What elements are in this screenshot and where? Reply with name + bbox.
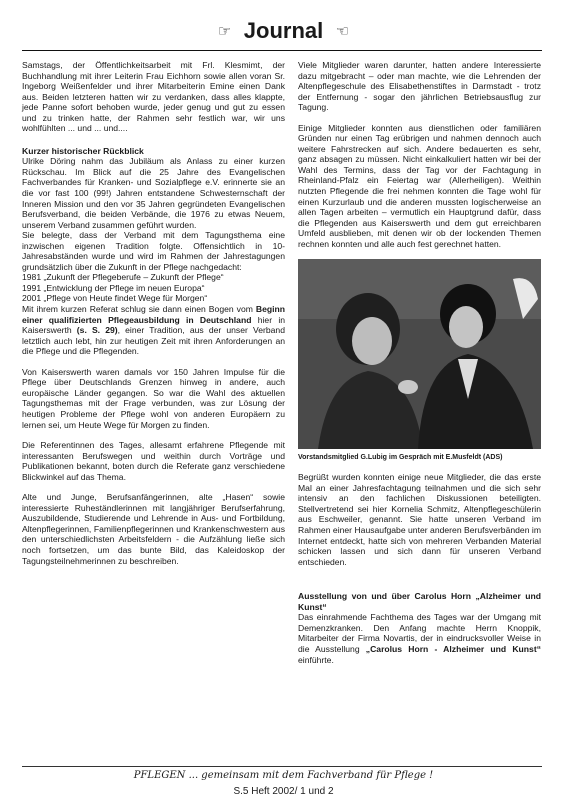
footer-rule xyxy=(22,766,542,767)
paragraph: Samstags, der Öffentlichkeitsarbeit mit Frl. Klesmimt, der Buchhandlung mit ihrer Leiterin Frau Eichhorn sowie allen voran Sr. Ingeborg Weißenfelder und ihrer Mitarbeiterin Emine einen Dank aus. Beiden letzteren hatten wir zu verdanken, dass alles klappte, jede Panne sofort behoben wurde, jeder genug und gut zu essen und zu trinken hatte, der Rahmen sehr festlich war, wir uns wohlfühlten ... und ... und.... xyxy=(22,60,285,134)
section-heading: Kurzer historischer Rückblick xyxy=(22,145,144,156)
list-item: 2001 „Pflege von Heute findet Wege für Morgen“ xyxy=(22,293,208,304)
paragraph: Das einrahmende Fachthema des Tages war der Umgang mit Demenzkranken. Den Anfang machte Herrn Knoppik, Mitarbeiter der Firma Novartis, der in eindrucksvoller Weise in die Ausstellung „Carolus Horn - Alzheimer und Kunst“ einführte. xyxy=(298,612,541,665)
conversation-photo xyxy=(298,259,541,449)
photo-caption: Vorstandsmitglied G.Lubig im Gespräch mit E.Musfeldt (ADS) xyxy=(298,454,503,462)
pointing-hand-icon: ☞ xyxy=(217,22,232,40)
list-item: 1981 „Zukunft der Pflegeberufe – Zukunft der Pflege“ xyxy=(22,272,224,283)
paragraph: Viele Mitglieder waren darunter, hatten andere Interessierte dazu mitgebracht – oder man machte, wie die Lehrenden der Altenpflegeschule des Elisabethenstiftes in Darmstadt - trotz der Entfernung - sogar den jährlichen Betriebsausflug zur Tagung. xyxy=(298,60,541,113)
page-title: Journal xyxy=(243,18,324,43)
page-header xyxy=(0,18,567,48)
paragraph: Alte und Junge, Berufsanfängerinnen, alte „Hasen“ sowie interessierte Ruheständlerinnen mit langjähriger Berufserfahrung, Auszubildende, Studierende und Lehrende in Aus- und Fortbildung, Altenpflegerinnen, Familienpflegerinnen und Krankenschwestern aus den unterschiedlichsten Arbeitsfeldern - die Aufzählung ließe sich noch fortsetzen, um das bunte Bild, das Kaleidoskop der Tagungsteilnehmerinnen zu beschreiben. xyxy=(22,492,285,566)
right-column xyxy=(298,60,541,675)
section-heading: Ausstellung von und über Carolus Horn „Alzheimer und Kunst“ xyxy=(298,591,541,612)
pointing-hand-icon: ☜ xyxy=(335,22,350,40)
paragraph: Einige Mitglieder konnten aus dienstlichen oder familiären Gründen nur einen Tag erübrigen und nahmen dennoch auch weitere Fahrstrecken auf sich. Andere bedauerten es sehr, ganz absagen zu müssen. Nicht einkalkuliert hatten wir bei der Wahl des Termins, dass der Tag vor der Fachtagung in Rheinland-Pfalz ein Feiertag war (Allerheiligen). Weithin nutzten Pflegende die frei nehmen konnten die Tage wohl für einen Kurzurlaub und die anderen mussten logischerweise an allen Tagen arbeiten – vermutlich ein Hauptgrund dafür, dass die Pflegenden aus Kaiserswerth und dem gut erreichbaren Umfeld ausblieben, mit denen wir ob der lockenden Themen rechnen konnten und alle auch fest gerechnet hatten. xyxy=(298,122,541,249)
paragraph: Begrüßt wurden konnten einige neue Mitglieder, die das erste Mal an einer Jahresfachtagung teilnahmen und die sich sehr intensiv an den fachlichen Diskussionen beteiligten. Stellvertretend sei hier Kornelia Schmitz, Altenpflegeschülerin aus Eschweiler, genannt. Sie hatte unseren Verband im Rahmen einer Hausaufgabe unter anderen Berufsverbänden im Internet entdeckt, hatte sich von mehreren Verbanden Material schicken lassen und sich dann für unseren Verband entschieden. xyxy=(298,472,541,567)
paragraph: Ulrike Döring nahm das Jubiläum als Anlass zu einer kurzen Rückschau. Im Blick auf die 25 Jahre des Evangelischen Fachverbandes für Kranken- und Sozialpflege e.V. erinnerte sie an die vor fast 100 (99!) Jahren entstandene Schwesternschaft der Inneren Mission und den vor 35 Jahren gegründeten Evangelischen Berufsverband, die beiden Verbände, die 1976 zu etwas Neuem, unserem Verband zusammen geführt wurden. xyxy=(22,156,285,230)
page-number: S.5 Heft 2002/ 1 und 2 xyxy=(233,786,334,797)
footer-tagline: PFLEGEN ... gemeinsam mit dem Fachverband für Pflege ! xyxy=(133,770,434,781)
paragraph: Mit ihrem kurzen Referat schlug sie dann einen Bogen vom Beginn einer qualifizierten Pflegeausbildung in Deutschland hier in Kaiserswerth (s. S. 29), einer Tradition, aus der unser Verband letztlich auch lebt, hin zur heutigen Zeit mit ihren Anforderungen an die Pflege und die Pflegenden. xyxy=(22,304,286,357)
header-rule xyxy=(22,50,542,51)
list-item: 1991 „Entwicklung der Pflege im neuen Europa“ xyxy=(22,282,205,293)
paragraph: Sie belegte, dass der Verband mit dem Tagungsthema eine inzwischen eigenen Tradition folgte. Offensichtlich in 10-Jahresabständen wurde und wird im Rahmen der Jahrestagungen grundsätzlich über die Zukunft in der Pflege nachgedacht: 1981 „Zukunft der Pflegeberufe – Zukunft der Pflege“ 1991 „Entwicklung der Pflege im neuen Europa“ 2001 „Pflege von Heute findet Wege für Morgen“ Mit ihrem kurzen Referat schlug sie dann einen Bogen vom Beginn einer qualifizierten Pflegeausbildung in Deutschland hier in Kaiserswerth (s. S. 29), einer Tradition, aus der unser Verband letztlich auch lebt, hin zur heutigen Zeit mit ihren Anforderungen an die Pflege und die Pflegenden. xyxy=(22,230,286,357)
paragraph: Von Kaiserswerth waren damals vor 150 Jahren Impulse für die Pflege über Deutschlands Grenzen hinweg in andere, auch europäische Länder gegangen. So war die Wahl des aktuellen Tagungsthemas mit der Frage verbunden, was zur Lösung der heutigen Probleme der Pflege wohl von anderen Europäern zu lernen sei, um Heute Wege für Morgen zu finden. xyxy=(22,366,285,430)
event-list xyxy=(22,272,285,304)
left-column xyxy=(22,60,285,576)
paragraph: Die Referentinnen des Tages, allesamt erfahrene Pflegende mit interessanten Berufswegen und weithin durch Vorträge und Publikationen bekannt, boten durch die Referate ganz verschiedene Blickwinkel auf das Thema. xyxy=(22,440,285,482)
